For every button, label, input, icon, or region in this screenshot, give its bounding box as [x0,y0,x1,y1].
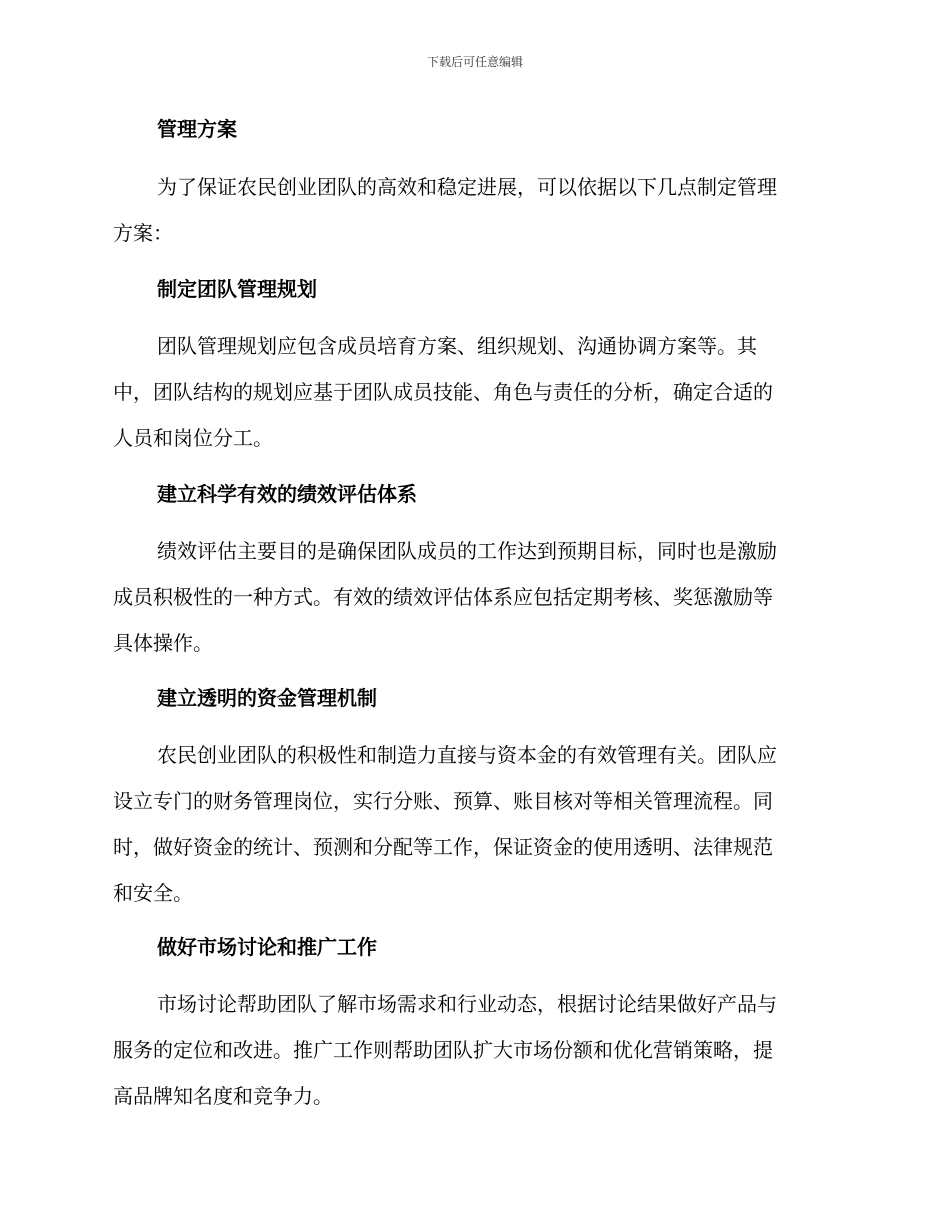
paragraph-line: 人员和岗位分工。 [113,426,273,450]
paragraph-line: 服务的定位和改进。推广工作则帮助团队扩大市场份额和优化营销策略，提 [113,1038,773,1062]
paragraph-line: 成员积极性的一种方式。有效的绩效评估体系应包括定期考核、奖惩激励等 [113,585,773,609]
page-header: 下载后可任意编辑 [426,55,523,69]
paragraph-line: 市场讨论帮助团队了解市场需求和行业动态，根据讨论结果做好产品与 [157,992,777,1016]
paragraph [113,981,831,1119]
paragraph-line: 高品牌知名度和竞争力。 [113,1084,333,1108]
paragraph-line: 具体操作。 [113,631,213,655]
paragraph-line: 中，团队结构的规划应基于团队成员技能、角色与责任的分析，确定合适的 [113,380,773,404]
paragraph [113,732,831,916]
paragraph-line: 团队管理规划应包含成员培育方案、组织规划、沟通协调方案等。其 [157,334,757,358]
section-heading: 建立透明的资金管理机制 [157,686,377,710]
section-heading: 制定团队管理规划 [157,277,317,301]
paragraph [113,323,831,461]
section-heading: 建立科学有效的绩效评估体系 [157,482,417,506]
paragraph-line: 和安全。 [113,881,193,905]
paragraph [113,164,831,256]
paragraph-line: 设立专门的财务管理岗位，实行分账、预算、账目核对等相关管理流程。同 [113,789,773,813]
section-heading: 管理方案 [157,117,237,141]
paragraph [113,528,831,666]
paragraph-line: 为了保证农民创业团队的高效和稳定进展，可以依据以下几点制定管理 [157,175,777,199]
paragraph-line: 农民创业团队的积极性和制造力直接与资本金的有效管理有关。团队应 [157,743,777,767]
paragraph-line: 方案： [113,221,173,245]
section-heading: 做好市场讨论和推广工作 [157,935,377,959]
paragraph-line: 时，做好资金的统计、预测和分配等工作，保证资金的使用透明、法律规范 [113,835,773,859]
paragraph-line: 绩效评估主要目的是确保团队成员的工作达到预期目标，同时也是激励 [157,539,777,563]
